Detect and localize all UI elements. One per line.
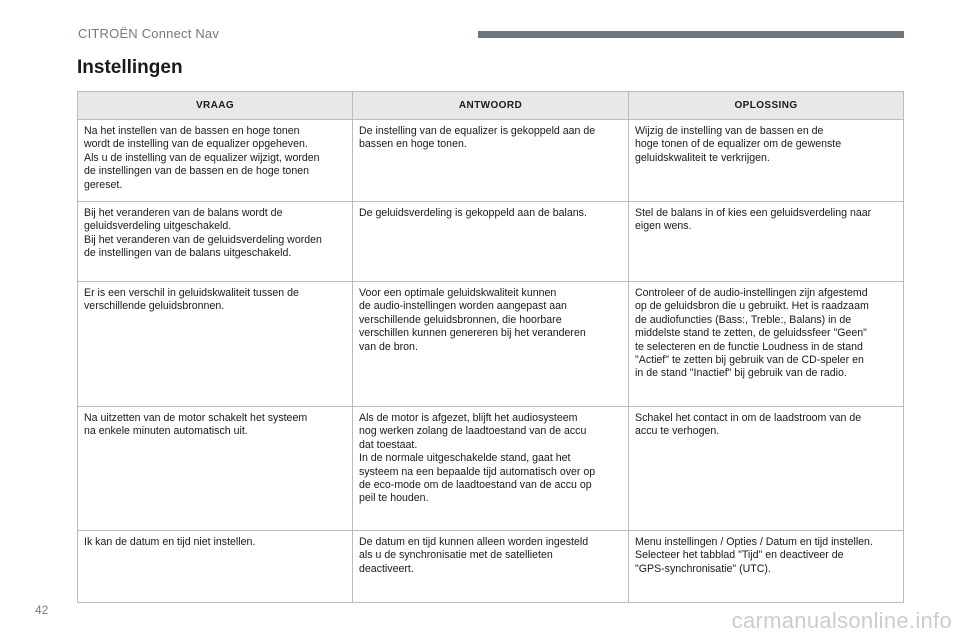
watermark: carmanualsonline.info xyxy=(731,608,952,633)
table-row xyxy=(78,120,904,202)
solution-cell: Schakel het contact in om de laadstroom van de accu te verhogen. xyxy=(629,407,904,531)
question-cell: Er is een verschil in geluidskwaliteit tussen de verschillende geluidsbronnen. xyxy=(78,282,353,407)
table-row xyxy=(78,202,904,282)
column-header-question: VRAAG xyxy=(78,92,353,120)
faq-table xyxy=(77,91,904,603)
solution-cell: Wijzig de instelling van de bassen en de hoge tonen of de equalizer om de gewenste geluidskwaliteit te verkrijgen. xyxy=(629,120,904,202)
question-cell: Ik kan de datum en tijd niet instellen. xyxy=(78,531,353,603)
column-header-answer: ANTWOORD xyxy=(353,92,629,120)
faq-table-container xyxy=(77,91,903,603)
solution-cell: Controleer of de audio-instellingen zijn afgestemd op de geluidsbron die u gebruikt. Het is raadzaam de audiofuncties (Bass:, Treble:, Balans) in de middelste stand te zetten, de geluidssfeer "Geen" te selecteren en de functie Loudness in de stand "Actief" te zetten bij gebruik van de CD-speler en in de stand "Inactief" bij gebruik van de radio. xyxy=(629,282,904,407)
section-heading: Instellingen xyxy=(77,57,183,78)
page-number: 42 xyxy=(35,603,49,617)
answer-cell: De geluidsverdeling is gekoppeld aan de balans. xyxy=(353,202,629,282)
question-cell: Na het instellen van de bassen en hoge tonen wordt de instelling van de equalizer opgeheven. Als u de instelling van de equalizer wijzigt, worden de instellingen van de bassen en de hoge tonen gereset. xyxy=(78,120,353,202)
answer-cell: De instelling van de equalizer is gekoppeld aan de bassen en hoge tonen. xyxy=(353,120,629,202)
solution-cell: Stel de balans in of kies een geluidsverdeling naar eigen wens. xyxy=(629,202,904,282)
answer-cell: Voor een optimale geluidskwaliteit kunnen de audio-instellingen worden aangepast aan verschillende geluidsbronnen, die hoorbare verschillen kunnen genereren bij het veranderen van de bron. xyxy=(353,282,629,407)
manual-title: CITROËN Connect Nav xyxy=(78,26,220,41)
table-row xyxy=(78,531,904,603)
header-rule xyxy=(478,31,904,38)
solution-cell: Menu instellingen / Opties / Datum en tijd instellen. Selecteer het tabblad "Tijd" en deactiveer de "GPS-synchronisatie" (UTC). xyxy=(629,531,904,603)
table-header-row xyxy=(78,92,904,120)
question-cell: Na uitzetten van de motor schakelt het systeem na enkele minuten automatisch uit. xyxy=(78,407,353,531)
question-cell: Bij het veranderen van de balans wordt de geluidsverdeling uitgeschakeld. Bij het veranderen van de geluidsverdeling worden de instellingen van de balans uitgeschakeld. xyxy=(78,202,353,282)
table-row xyxy=(78,407,904,531)
answer-cell: De datum en tijd kunnen alleen worden ingesteld als u de synchronisatie met de satellieten deactiveert. xyxy=(353,531,629,603)
table-row xyxy=(78,282,904,407)
answer-cell: Als de motor is afgezet, blijft het audiosysteem nog werken zolang de laadtoestand van de accu dat toestaat. In de normale uitgeschakelde stand, gaat het systeem na een bepaalde tijd automatisch over op de eco-mode om de laadtoestand van de accu op peil te houden. xyxy=(353,407,629,531)
column-header-solution: OPLOSSING xyxy=(629,92,904,120)
